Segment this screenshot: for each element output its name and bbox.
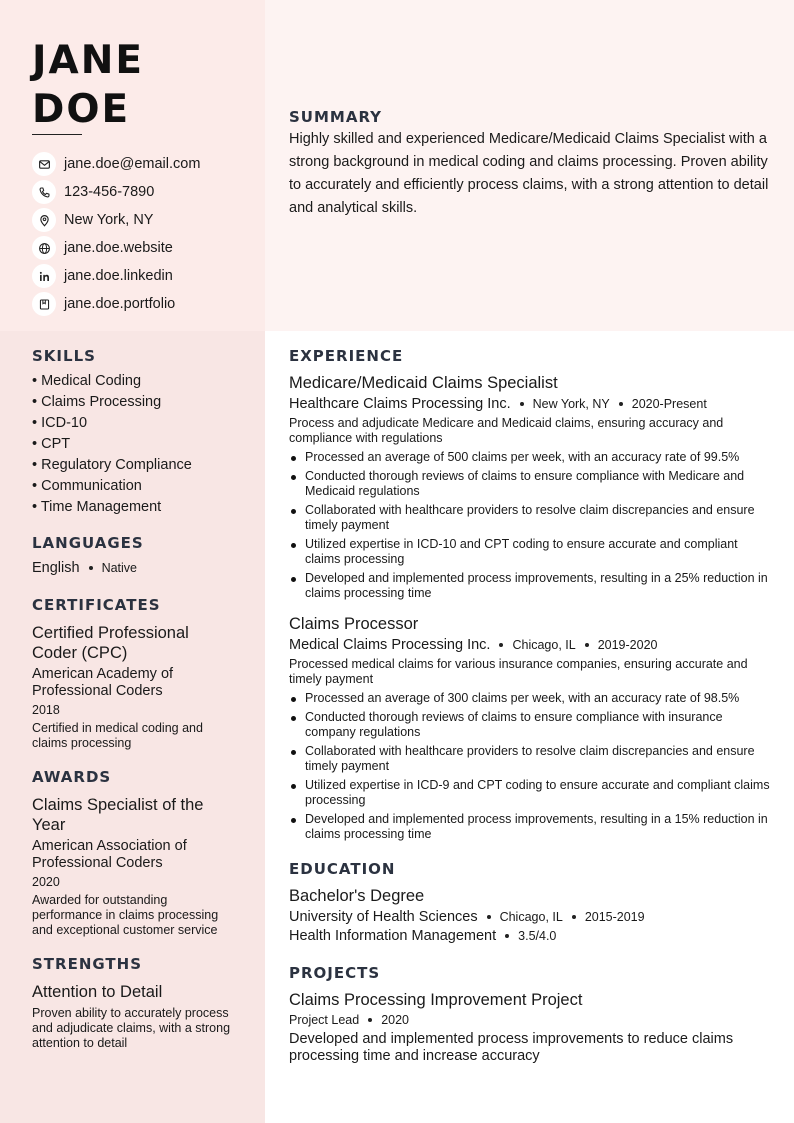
job-bullet: Utilized expertise in ICD-10 and CPT coding to ensure accurate and compliant claims processing: [289, 537, 773, 567]
contact-phone[interactable]: [32, 178, 200, 206]
linkedin-icon: [32, 264, 56, 288]
email-text: jane.doe@email.com: [64, 156, 201, 172]
skill-item: • Communication: [32, 478, 142, 494]
phone-text: 123-456-7890: [64, 184, 155, 200]
portfolio-text: jane.doe.portfolio: [64, 296, 176, 312]
separator-dot: [499, 643, 503, 647]
awards-title: AWARDS: [32, 768, 112, 786]
job-bullet: Processed an average of 300 claims per week, with an accuracy rate of 98.5%: [289, 691, 773, 706]
certificates-section: [32, 596, 237, 751]
contact-linkedin[interactable]: [32, 262, 200, 290]
strength-desc: Proven ability to accurately process and adjudicate claims, with a strong attention to detail: [32, 1006, 231, 1050]
summary-title: SUMMARY: [289, 108, 383, 126]
job-location: Chicago, IL: [512, 638, 576, 652]
name-divider: [32, 134, 82, 135]
projects-section: [289, 964, 773, 1065]
first-name: JANE: [32, 38, 144, 83]
job-location: New York, NY: [532, 397, 610, 411]
separator-dot: [505, 934, 509, 938]
languages-title: LANGUAGES: [32, 534, 144, 552]
strength-title: Attention to Detail: [32, 983, 163, 1001]
job-bullet: Collaborated with healthcare providers to resolve claim discrepancies and ensure timely payment: [289, 503, 773, 533]
job-company: Medical Claims Processing Inc.: [289, 637, 491, 653]
project-role: Project Lead: [289, 1013, 360, 1027]
field-of-study: Health Information Management: [289, 928, 497, 944]
skills-title: SKILLS: [32, 347, 96, 365]
job-entry: [289, 373, 773, 601]
job-meta: [289, 396, 773, 412]
skills-section: [32, 347, 237, 518]
strengths-title: STRENGTHS: [32, 955, 143, 973]
education-section: [289, 860, 773, 944]
job-bullet: Processed an average of 500 claims per week, with an accuracy rate of 99.5%: [289, 450, 773, 465]
separator-dot: [572, 915, 576, 919]
school-location: Chicago, IL: [499, 910, 563, 924]
separator-dot: [487, 915, 491, 919]
job-dates: 2019-2020: [597, 638, 658, 652]
job-bullets: [289, 691, 773, 842]
job-bullet: Utilized expertise in ICD-9 and CPT coding to ensure accurate and compliant claims processing: [289, 778, 773, 808]
experience-title: EXPERIENCE: [289, 347, 404, 365]
job-desc: Process and adjudicate Medicare and Medicaid claims, ensuring accuracy and compliance with regulations: [289, 416, 724, 445]
project-title: Claims Processing Improvement Project: [289, 991, 583, 1009]
job-desc: Processed medical claims for various insurance companies, ensuring accurate and timely payment: [289, 657, 748, 686]
award-org: American Association of Professional Coders: [32, 838, 187, 871]
job-bullet: Developed and implemented process improvements, resulting in a 15% reduction in claims processing time: [289, 812, 773, 842]
separator-dot: [585, 643, 589, 647]
job-dates: 2020-Present: [631, 397, 707, 411]
portfolio-icon: [32, 292, 56, 316]
gpa: 3.5/4.0: [518, 929, 557, 943]
separator-dot: [89, 566, 93, 570]
projects-title: PROJECTS: [289, 964, 381, 982]
separator-dot: [368, 1018, 372, 1022]
location-text: New York, NY: [64, 212, 154, 228]
job-title: Claims Processor: [289, 615, 419, 633]
job-bullet: Conducted thorough reviews of claims to ensure compliance with Medicare and Medicaid regulations: [289, 469, 773, 499]
certificate-title: Certified Professional Coder (CPC): [32, 624, 189, 662]
separator-dot: [619, 402, 623, 406]
summary-section: [289, 108, 773, 220]
location-pin-icon: [32, 208, 56, 232]
skill-item: • CPT: [32, 436, 71, 452]
linkedin-text: jane.doe.linkedin: [64, 268, 173, 284]
summary-text: Highly skilled and experienced Medicare/Medicaid Claims Specialist with a strong background in medical coding and claims processing. Proven ability to accurately and efficiently process claims, with a strong attention to detail and analytical skills.: [289, 131, 769, 216]
job-bullet: Conducted thorough reviews of claims to ensure compliance with insurance company regulations: [289, 710, 773, 740]
certificate-desc: Certified in medical coding and claims processing: [32, 721, 203, 750]
candidate-name: [32, 36, 144, 134]
job-bullet: Developed and implemented process improvements, resulting in a 25% reduction in claims processing time: [289, 571, 773, 601]
certificate-org: American Academy of Professional Coders: [32, 666, 174, 699]
left-column: [32, 347, 237, 1051]
contact-email[interactable]: [32, 150, 200, 178]
separator-dot: [520, 402, 524, 406]
school-name: University of Health Sciences: [289, 909, 478, 925]
strengths-section: [32, 955, 237, 1051]
phone-icon: [32, 180, 56, 204]
education-meta: [289, 909, 773, 925]
language-level: Native: [101, 561, 137, 575]
skill-item: • Time Management: [32, 499, 162, 515]
right-column: [289, 347, 773, 1065]
job-company: Healthcare Claims Processing Inc.: [289, 396, 511, 412]
project-year: 2020: [381, 1013, 409, 1027]
skills-list: [32, 371, 237, 518]
education-title: EDUCATION: [289, 860, 396, 878]
certificate-year: 2018: [32, 703, 60, 717]
project-meta: [289, 1013, 773, 1027]
award-year: 2020: [32, 875, 60, 889]
award-desc: Awarded for outstanding performance in claims processing and exceptional customer service: [32, 893, 219, 937]
job-bullet: Collaborated with healthcare providers to resolve claim discrepancies and ensure timely payment: [289, 744, 773, 774]
job-title: Medicare/Medicaid Claims Specialist: [289, 374, 558, 392]
contact-portfolio[interactable]: [32, 290, 200, 318]
job-entry: [289, 614, 773, 842]
contact-location: [32, 206, 200, 234]
skill-item: • Regulatory Compliance: [32, 457, 192, 473]
languages-section: [32, 534, 237, 576]
awards-section: [32, 768, 237, 938]
job-bullets: [289, 450, 773, 601]
skill-item: • Claims Processing: [32, 394, 162, 410]
website-text: jane.doe.website: [64, 240, 173, 256]
job-meta: [289, 637, 773, 653]
globe-icon: [32, 236, 56, 260]
project-desc: Developed and implemented process improvements to reduce claims processing time and increase accuracy: [289, 1031, 734, 1064]
award-title: Claims Specialist of the Year: [32, 796, 204, 834]
language-item: [32, 560, 237, 576]
experience-section: [289, 347, 773, 842]
degree-title: Bachelor's Degree: [289, 887, 425, 905]
language-name: English: [32, 560, 80, 576]
education-dates: 2015-2019: [584, 910, 645, 924]
skill-item: • ICD-10: [32, 415, 88, 431]
contact-website[interactable]: [32, 234, 200, 262]
certificates-title: CERTIFICATES: [32, 596, 161, 614]
skill-item: • Medical Coding: [32, 373, 142, 389]
last-name: DOE: [32, 87, 131, 132]
education-field-row: [289, 928, 773, 944]
mail-icon: [32, 152, 56, 176]
contact-list: [32, 150, 200, 318]
